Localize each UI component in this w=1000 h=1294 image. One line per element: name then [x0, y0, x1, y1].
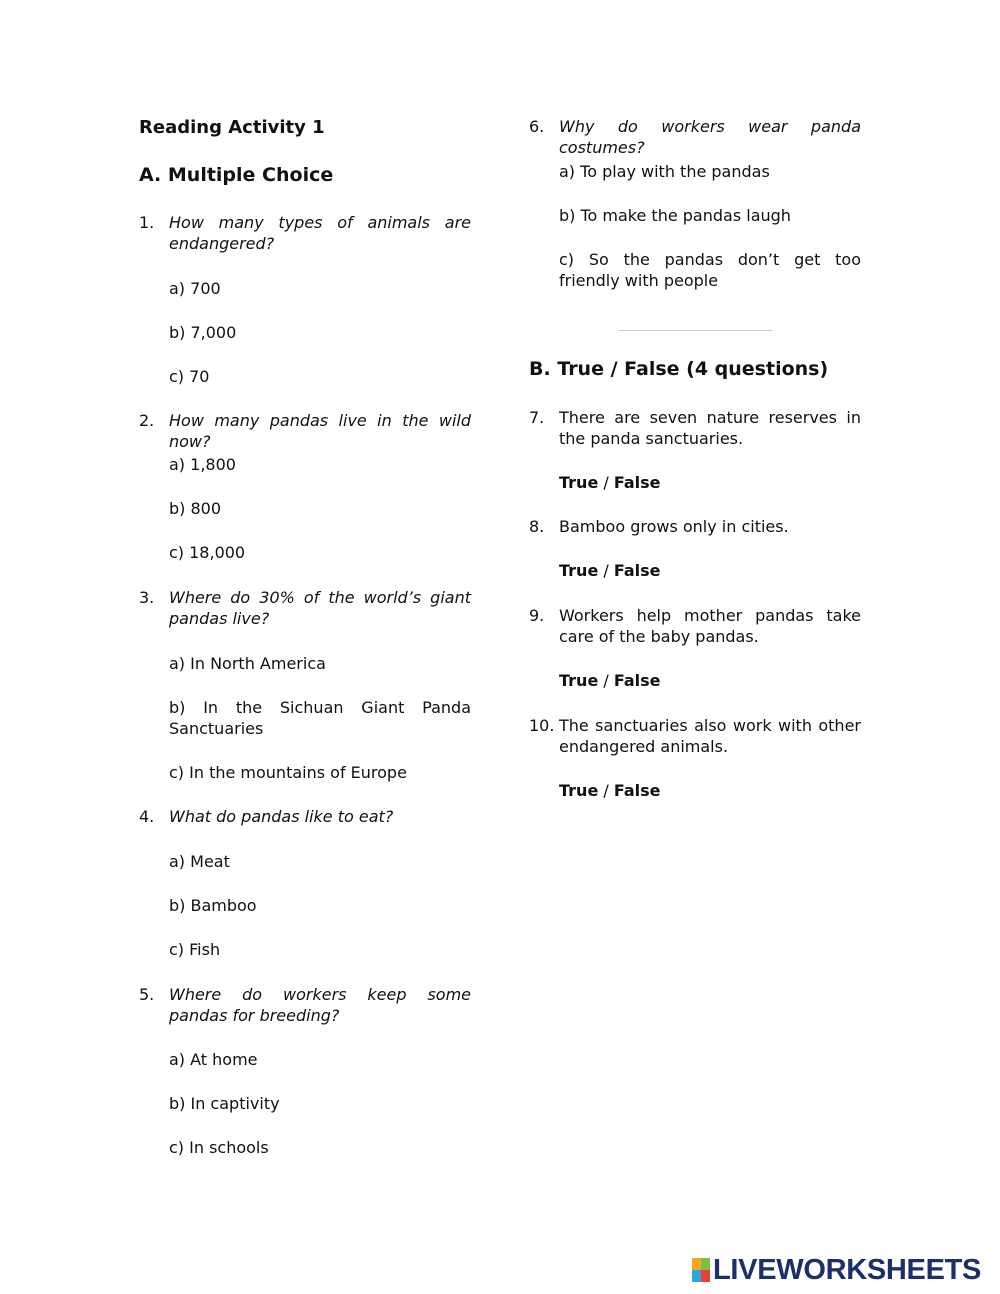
false-option[interactable]: False	[613, 781, 661, 800]
q3-option-a[interactable]: a) In North America	[169, 654, 326, 673]
true-false-separator: /	[603, 671, 609, 690]
true-option[interactable]: True	[559, 561, 599, 580]
question-text: Workers help mother pandas take care of the baby pandas.	[559, 606, 861, 646]
q6-option-b[interactable]: b) To make the pandas laugh	[559, 206, 791, 225]
logo-mark-icon	[692, 1258, 710, 1282]
question-text: How many pandas live in the wild now?	[169, 411, 471, 451]
false-option[interactable]: False	[613, 561, 661, 580]
q4-option-b[interactable]: b) Bamboo	[169, 896, 257, 915]
question-number: 2.	[139, 411, 155, 430]
question-text: Why do workers wear panda costumes?	[559, 117, 861, 157]
false-option[interactable]: False	[613, 671, 661, 690]
true-false-separator: /	[603, 561, 609, 580]
true-false-separator: /	[603, 473, 609, 492]
question-number: 5.	[139, 985, 155, 1004]
q10-true-false	[559, 780, 661, 801]
q5-option-a[interactable]: a) At home	[169, 1050, 258, 1069]
question-number: 1.	[139, 213, 155, 232]
q6-option-c[interactable]: c) So the pandas don’t get too friendly with people	[559, 250, 861, 290]
false-option[interactable]: False	[613, 473, 661, 492]
logo-square-icon	[701, 1258, 710, 1270]
question-text: The sanctuaries also work with other endangered animals.	[559, 716, 861, 756]
q1-option-b[interactable]: b) 7,000	[169, 323, 237, 342]
logo-text: LIVEWORKSHEETS	[713, 1253, 982, 1286]
question-number: 4.	[139, 807, 155, 826]
section-a-heading: A. Multiple Choice	[139, 164, 334, 186]
question-text: Where do 30% of the world’s giant pandas live?	[169, 588, 471, 628]
q3-option-b[interactable]: b) In the Sichuan Giant Panda Sanctuaries	[169, 698, 471, 738]
question-text: How many types of animals are endangered?	[169, 213, 471, 253]
question-8	[529, 516, 861, 537]
question-text: What do pandas like to eat?	[169, 807, 394, 826]
q3-option-c[interactable]: c) In the mountains of Europe	[169, 763, 407, 782]
true-option[interactable]: True	[559, 671, 599, 690]
q7-true-false	[559, 472, 661, 493]
q1-option-c[interactable]: c) 70	[169, 367, 210, 386]
q8-true-false	[559, 560, 661, 581]
question-number: 3.	[139, 588, 155, 607]
question-text: There are seven nature reserves in the panda sanctuaries.	[559, 408, 861, 448]
question-number: 6.	[529, 117, 545, 136]
q2-option-c[interactable]: c) 18,000	[169, 543, 246, 562]
page-title: Reading Activity 1	[139, 117, 325, 138]
question-number: 10.	[529, 716, 555, 735]
question-6	[529, 116, 861, 158]
logo-square-icon	[701, 1270, 710, 1282]
q4-option-c[interactable]: c) Fish	[169, 940, 221, 959]
section-b-heading: B. True / False (4 questions)	[529, 358, 829, 380]
true-false-separator: /	[603, 781, 609, 800]
section-divider	[619, 330, 772, 331]
logo-square-icon	[692, 1270, 701, 1282]
true-option[interactable]: True	[559, 473, 599, 492]
q4-option-a[interactable]: a) Meat	[169, 852, 230, 871]
question-text: Bamboo grows only in cities.	[559, 517, 789, 536]
logo-square-icon	[692, 1258, 701, 1270]
question-1	[139, 212, 471, 254]
q2-option-a[interactable]: a) 1,800	[169, 455, 236, 474]
q9-true-false	[559, 670, 661, 691]
question-3	[139, 587, 471, 629]
question-7	[529, 407, 861, 449]
q2-option-b[interactable]: b) 800	[169, 499, 222, 518]
question-10	[529, 715, 861, 757]
true-option[interactable]: True	[559, 781, 599, 800]
liveworksheets-logo	[692, 1253, 982, 1286]
question-9	[529, 605, 861, 647]
q5-option-c[interactable]: c) In schools	[169, 1138, 269, 1157]
q6-option-a[interactable]: a) To play with the pandas	[559, 162, 770, 181]
question-number: 8.	[529, 517, 545, 536]
question-number: 9.	[529, 606, 545, 625]
question-5	[139, 984, 471, 1026]
q1-option-a[interactable]: a) 700	[169, 279, 221, 298]
question-number: 7.	[529, 408, 545, 427]
question-2	[139, 410, 471, 452]
q5-option-b[interactable]: b) In captivity	[169, 1094, 280, 1113]
question-4	[139, 806, 471, 827]
question-text: Where do workers keep some pandas for breeding?	[169, 985, 471, 1025]
